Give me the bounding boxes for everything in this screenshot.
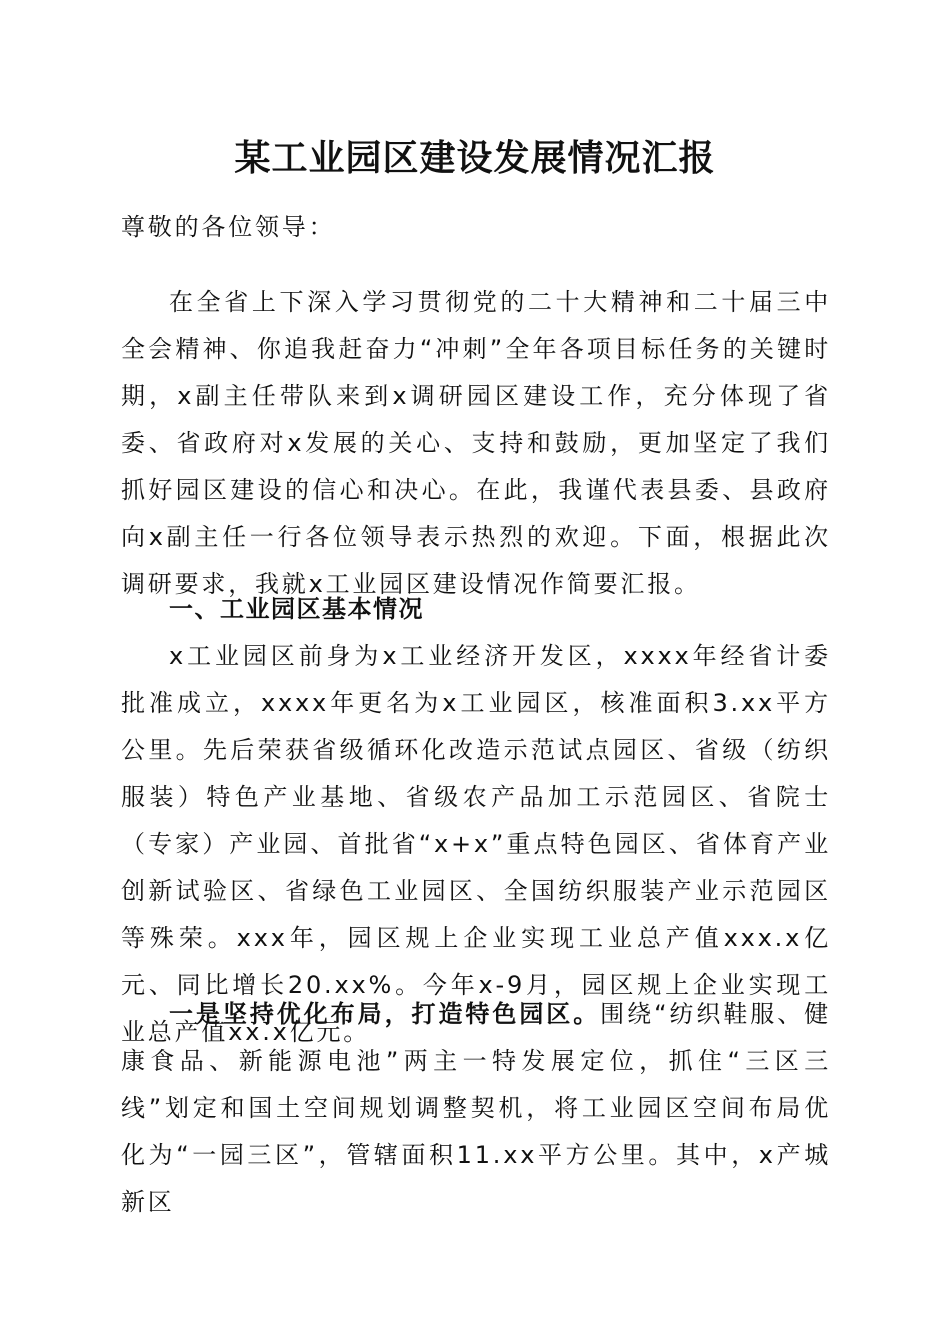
- layout-optimization-paragraph: [121, 991, 831, 1226]
- document-title: 某工业园区建设发展情况汇报: [234, 137, 716, 179]
- basic-info-paragraph: x工业园区前身为x工业经济开发区，xxxx年经省计委批准成立，xxxx年更名为x工业园区，核准面积3.xx平方公里。先后荣获省级循环化改造示范试点园区、省级（纺织服装）特色产业基地、省级农产品加工示范园区、省院士（专家）产业园、首批省“x+x”重点特色园区、省体育产业创新试验区、省绿色工业园区、全国纺织服装产业示范园区等殊荣。xxx年，园区规上企业实现工业总产值xxx.x亿元、同比增长20.xx%。今年x-9月，园区规上企业实现工业总产值xx.x亿元。: [121, 642, 831, 1046]
- point-one-lead: 一是坚持优化布局，打造特色园区。: [169, 1000, 601, 1028]
- section-heading-basic-info: 一、工业园区基本情况: [169, 595, 424, 623]
- point-one-body: 围绕“纺织鞋服、健康食品、新能源电池”两主一特发展定位，抓住“三区三线”划定和国土空间规划调整契机，将工业园区空间布局优化为“一园三区”，管辖面积11.xx平方公里。其中，x产城新区: [121, 1000, 831, 1216]
- intro-paragraph: 在全省上下深入学习贯彻党的二十大精神和二十届三中全会精神、你追我赶奋力“冲刺”全年各项目标任务的关键时期，x副主任带队来到x调研园区建设工作，充分体现了省委、省政府对x发展的关心、支持和鼓励，更加坚定了我们抓好园区建设的信心和决心。在此，我谨代表县委、县政府向x副主任一行各位领导表示热烈的欢迎。下面，根据此次调研要求，我就x工业园区建设情况作简要汇报。: [121, 288, 831, 598]
- salutation: 尊敬的各位领导：: [121, 213, 336, 241]
